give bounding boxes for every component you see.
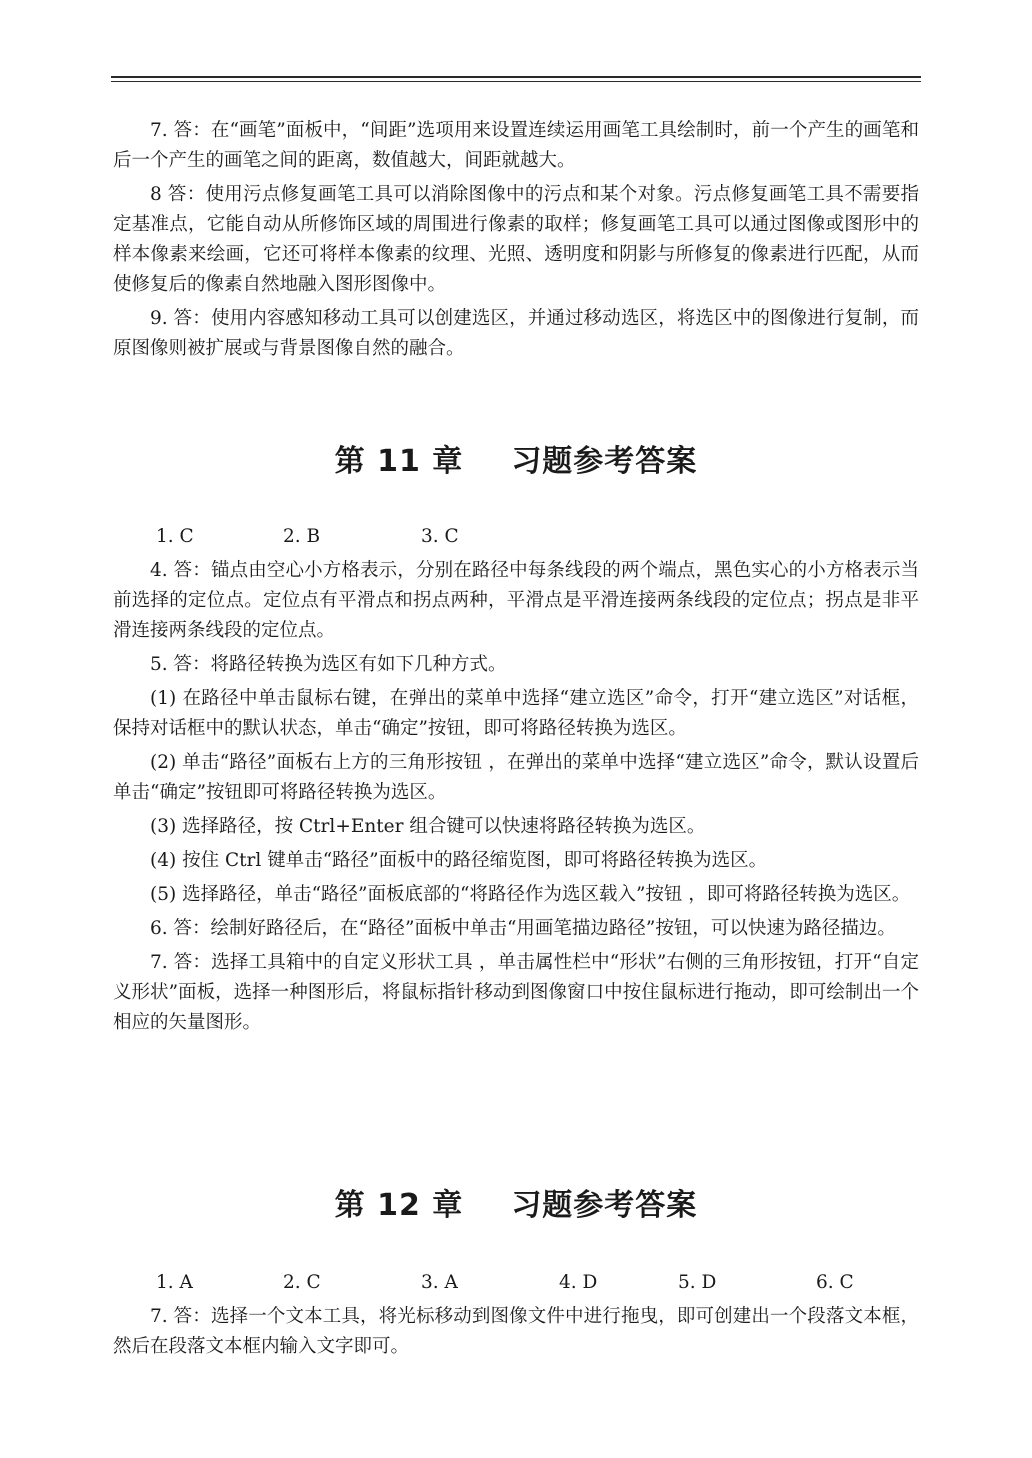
choice-answer: 3. A [421,1272,458,1293]
chapter-11-body [113,556,919,1042]
paragraph: 4. 答：锚点由空心小方格表示，分别在路径中每条线段的两个端点，黑色实心的小方格表示当前选择的定位点。定位点有平滑点和拐点两种，平滑点是平滑连接两条线段的定位点；拐点是非平滑连接两条线段的定位点。 [113,560,919,641]
header-rule-thick [111,76,921,78]
paragraph: (5) 选择路径，单击“路径”面板底部的“将路径作为选区载入”按钮 ，即可将路径转换为选区。 [150,884,911,905]
paragraph: 9. 答：使用内容感知移动工具可以创建选区，并通过移动选区，将选区中的图像进行复制，而原图像则被扩展或与背景图像自然的融合。 [113,308,919,359]
prev-section [113,116,919,368]
choice-answer: 3. C [421,526,459,547]
choice-answer: 1. C [156,526,194,547]
paragraph: (4) 按住 Ctrl 键单击“路径”面板中的路径缩览图，即可将路径转换为选区。 [150,850,768,871]
paragraph: 7. 答：选择工具箱中的自定义形状工具 ，单击属性栏中“形状”右侧的三角形按钮，打开“自定义形状”面板，选择一种图形后，将鼠标指针移动到图像窗口中按住鼠标进行拖动，即可绘制出一个相应的矢量图形。 [113,952,919,1033]
paragraph: 7. 答：在“画笔”面板中，“间距”选项用来设置连续运用画笔工具绘制时，前一个产生的画笔和后一个产生的画笔之间的距离，数值越大，间距就越大。 [113,120,919,171]
choice-answer: 1. A [156,1272,193,1293]
paragraph: (1) 在路径中单击鼠标右键，在弹出的菜单中选择“建立选区”命令，打开“建立选区”对话框，保持对话框中的默认状态，单击“确定”按钮，即可将路径转换为选区。 [113,688,919,739]
paragraph: (3) 选择路径，按 Ctrl+Enter 组合键可以快速将路径转换为选区。 [150,816,706,837]
paragraph: (2) 单击“路径”面板右上方的三角形按钮 ，在弹出的菜单中选择“建立选区”命令，默认设置后单击“确定”按钮即可将路径转换为选区。 [113,752,919,803]
paragraph: 8 答：使用污点修复画笔工具可以消除图像中的污点和某个对象。污点修复画笔工具不需要指定基准点，它能自动从所修饰区域的周围进行像素的取样；修复画笔工具可以通过图像或图形中的样本像素来绘画，它还可将样本像素的纹理、光照、透明度和阴影与所修复的像素进行匹配，从而使修复后的像素自然地融入图形图像中。 [113,184,919,295]
choice-answer: 4. D [559,1272,598,1293]
choice-answer: 5. D [678,1272,717,1293]
chapter-12-heading [0,1180,1032,1224]
chapter-11-heading [0,436,1032,480]
choice-answer: 6. C [816,1272,854,1293]
chapter-number: 第 11 章 [334,444,464,479]
header-rule-thin [111,81,921,82]
chapter-number: 第 12 章 [334,1188,464,1223]
choice-answer: 2. B [283,526,321,547]
paragraph: 6. 答：绘制好路径后，在“路径”面板中单击“用画笔描边路径”按钮，可以快速为路径描边。 [150,918,896,939]
choice-answer: 2. C [283,1272,321,1293]
paragraph: 5. 答：将路径转换为选区有如下几种方式。 [150,654,507,675]
chapter-title: 习题参考答案 [511,444,698,479]
paragraph: 7. 答：选择一个文本工具，将光标移动到图像文件中进行拖曳，即可创建出一个段落文本框，然后在段落文本框内输入文字即可。 [113,1306,919,1357]
chapter-12-body [113,1302,919,1366]
chapter-title: 习题参考答案 [511,1188,698,1223]
